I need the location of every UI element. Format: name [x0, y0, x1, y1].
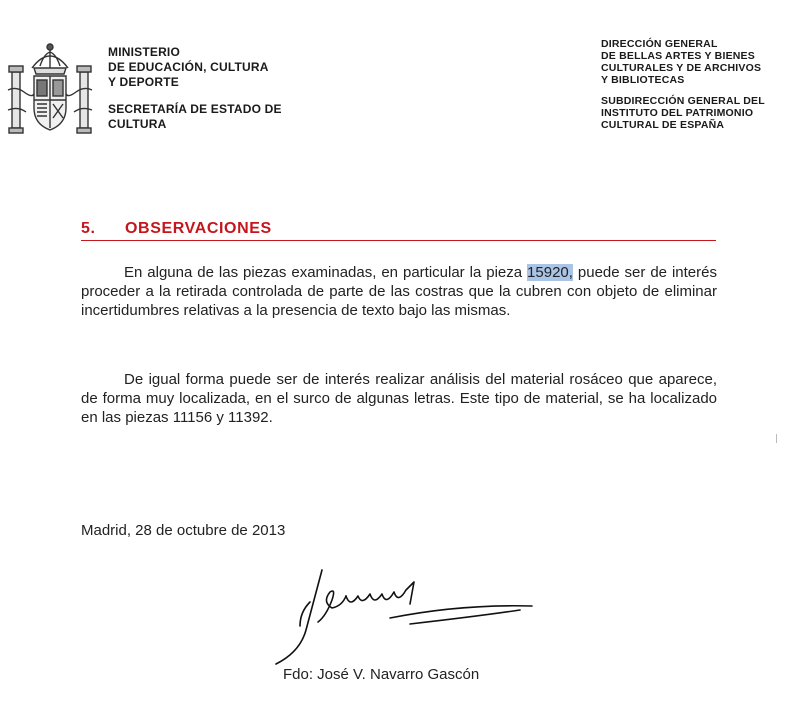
margin-mark [776, 434, 777, 443]
direccion-line-4: Y BIBLIOTECAS [601, 74, 685, 86]
highlighted-piece-number[interactable]: 15920, [527, 264, 573, 281]
paragraph-2-text: De igual forma puede ser de interés realizar análisis del material rosáceo que aparece, de forma muy localizada, en el surco de algunas letras. Este tipo de material, se ha localizado en las piezas 11156 y 11392. [81, 371, 717, 426]
secretaria-line-2: CULTURA [108, 117, 167, 131]
subdireccion-line-2: INSTITUTO DEL PATRIMONIO [601, 107, 754, 119]
direction-header [601, 38, 765, 131]
paragraph-1-end: puede ser de interés proceder a la retirada controlada de parte de las costras que la cubren con objeto de eliminar incertidumbres relativas a la presencia de texto bajo las mismas. [81, 264, 717, 319]
handwritten-signature [270, 560, 540, 670]
section-title: OBSERVACIONES [125, 220, 272, 237]
paragraph-2 [81, 370, 717, 427]
paragraph-1 [81, 263, 717, 320]
ministry-line-1: MINISTERIO [108, 45, 181, 59]
direccion-line-3: CULTURALES Y DE ARCHIVOS [601, 62, 762, 74]
direccion-line-2: DE BELLAS ARTES Y BIENES [601, 50, 755, 62]
date-line: Madrid, 28 de octubre de 2013 [81, 522, 286, 539]
ministry-line-3: Y DEPORTE [108, 75, 179, 89]
ministry-header [108, 45, 282, 132]
section-heading [81, 220, 716, 241]
secretaria-block [108, 102, 282, 132]
section-number: 5. [81, 220, 96, 237]
subdireccion-block [601, 95, 765, 131]
subdireccion-line-1: SUBDIRECCIÓN GENERAL DEL [601, 95, 765, 107]
signer-name: Fdo: José V. Navarro Gascón [283, 666, 480, 683]
ministry-line-2: DE EDUCACIÓN, CULTURA [108, 60, 269, 74]
coat-of-arms-icon [6, 38, 94, 142]
direccion-line-1: DIRECCIÓN GENERAL [601, 38, 718, 50]
secretaria-line-1: SECRETARÍA DE ESTADO DE [108, 102, 282, 116]
subdireccion-line-3: CULTURAL DE ESPAÑA [601, 119, 725, 131]
paragraph-1-start: En alguna de las piezas examinadas, en particular la pieza [124, 264, 528, 281]
